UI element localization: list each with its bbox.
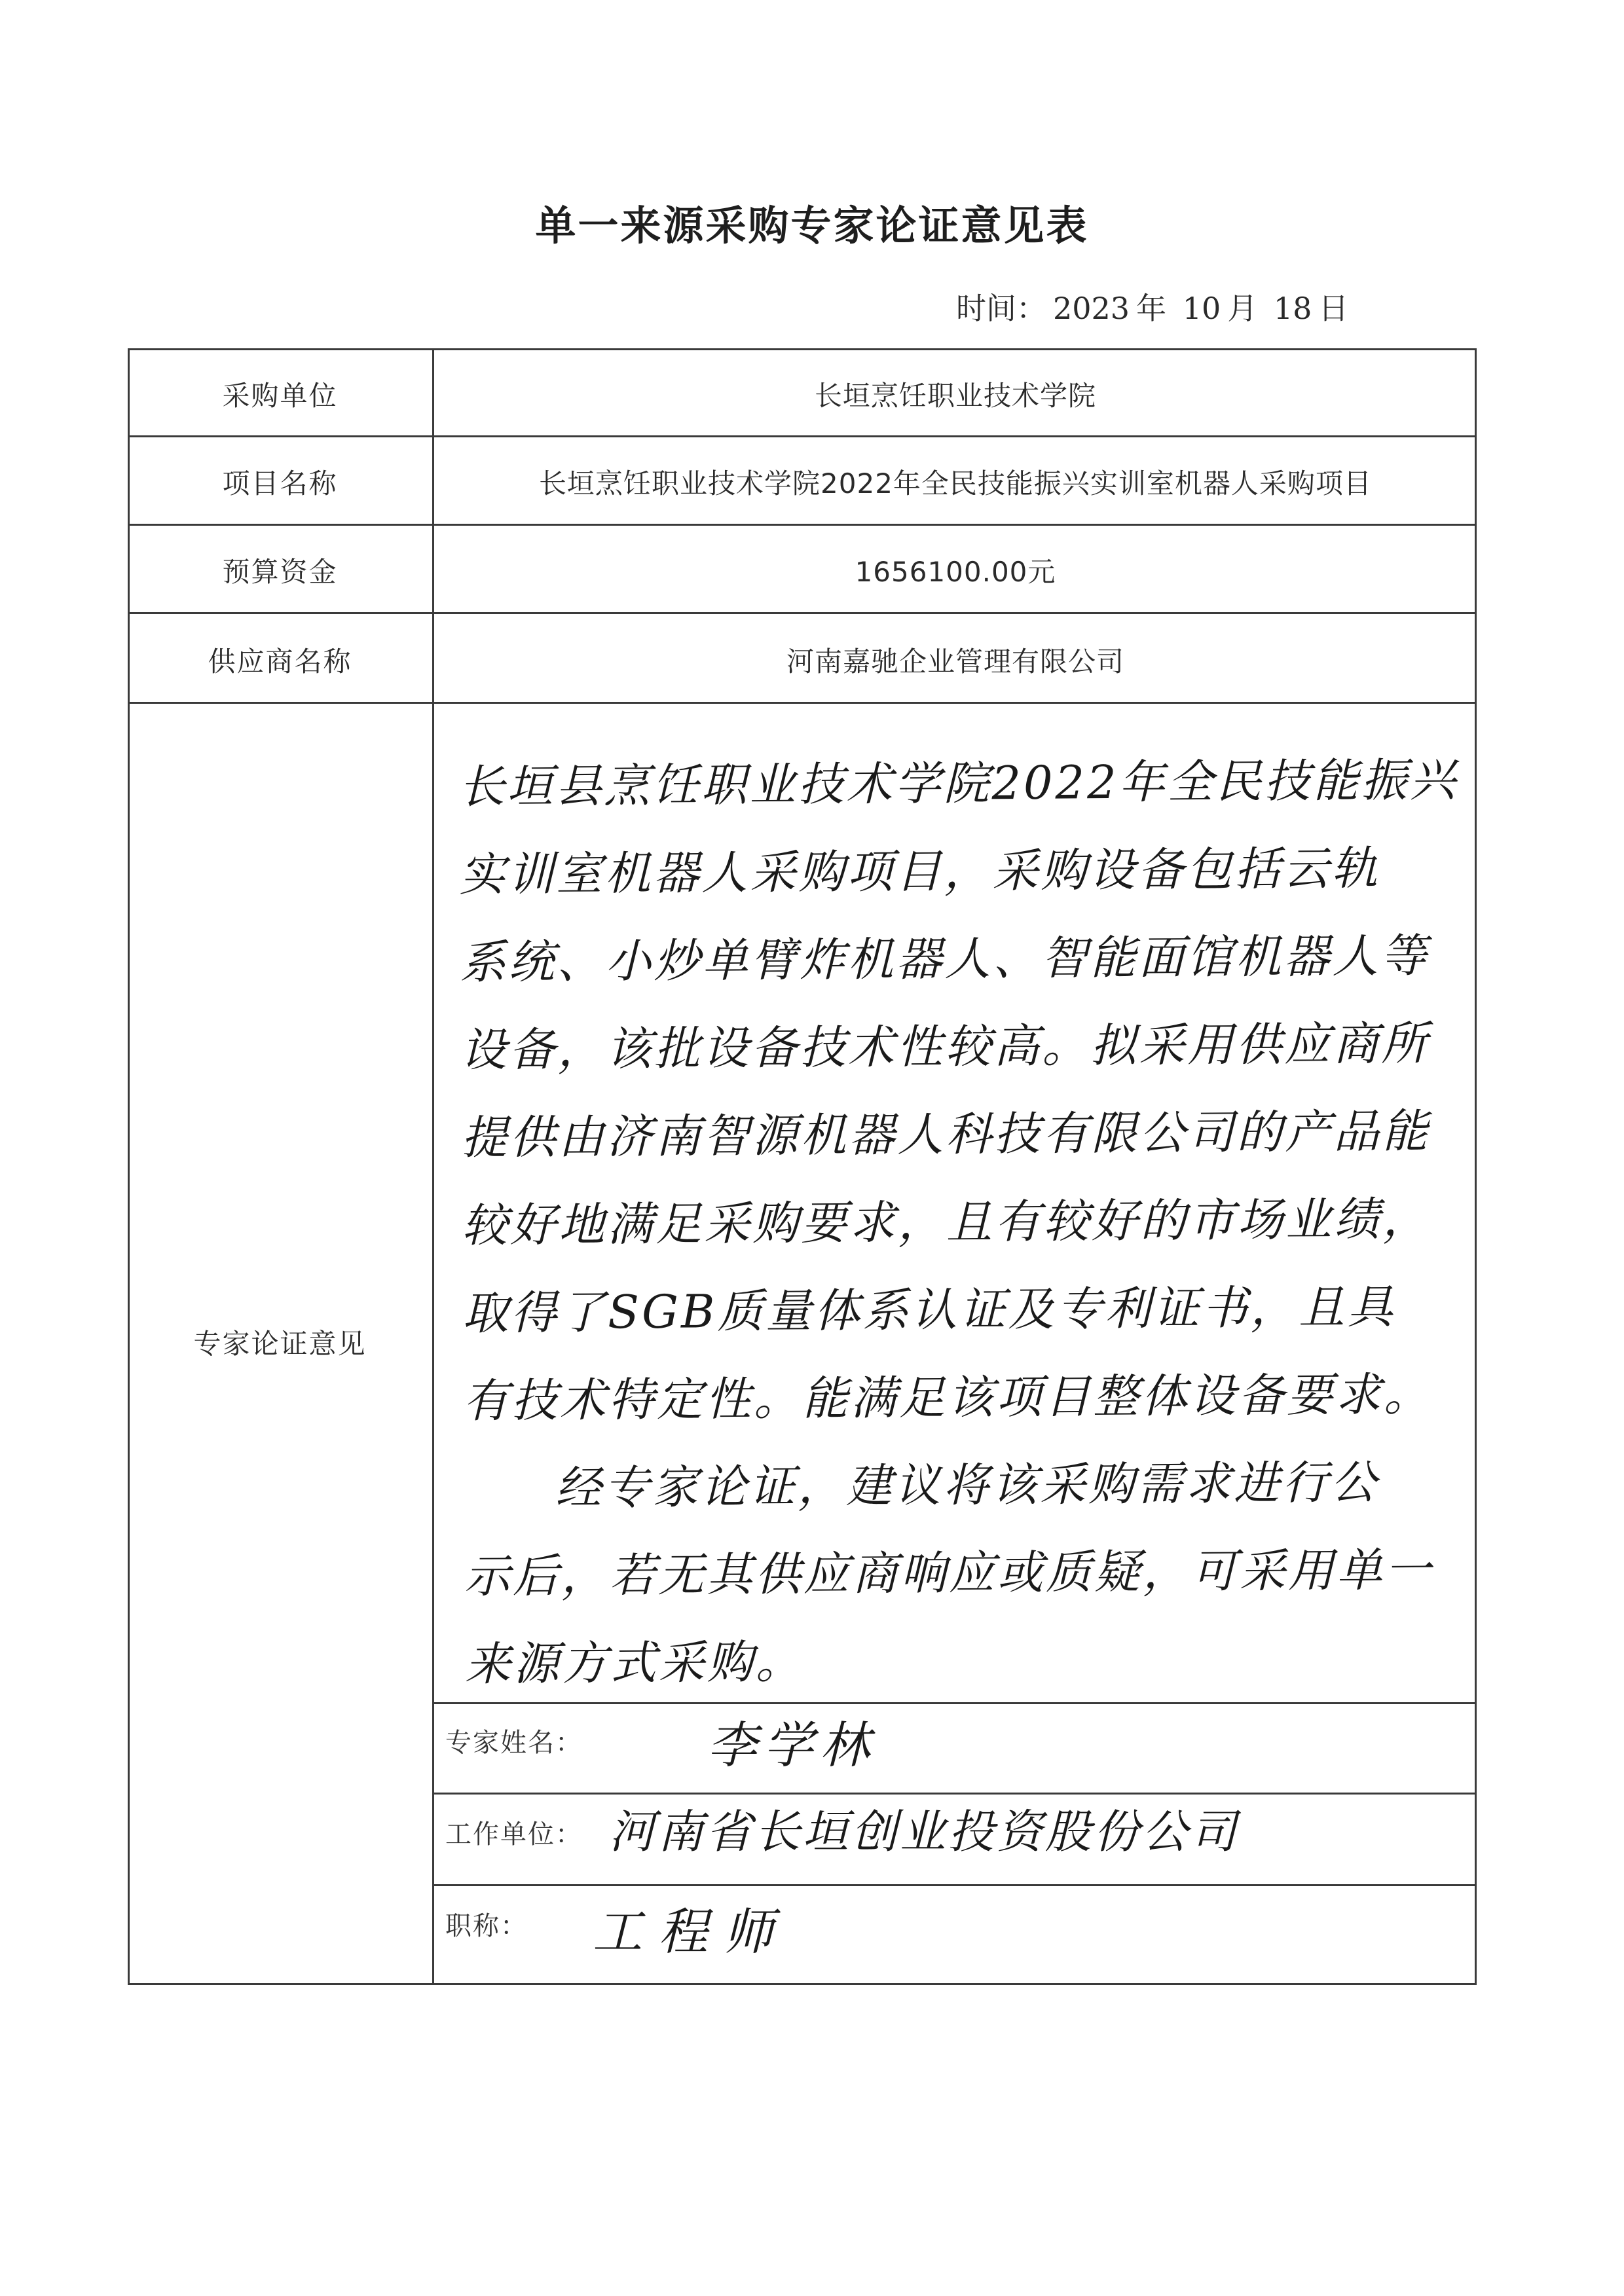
row-divider [128, 435, 1477, 437]
opinion-line: 实训室机器人采购项目，采购设备包括云轨 [459, 841, 1380, 902]
date-month: 10 [1182, 291, 1221, 326]
date-day: 18 [1273, 291, 1312, 326]
opinion-line: 经专家论证，建议将该采购需求进行公 [555, 1455, 1380, 1515]
opinion-line: 有技术特定性。能满足该项目整体设备要求。 [462, 1367, 1433, 1428]
date-year: 2023 [1053, 291, 1130, 326]
opinion-line: 长垣县烹饪职业技术学院2022年全民技能振兴 [458, 753, 1458, 814]
row-divider [432, 1793, 1477, 1795]
supplier-label: 供应商名称 [208, 646, 352, 678]
expert-opinion-handwriting [458, 736, 1473, 1708]
row-divider [432, 1884, 1477, 1886]
purchaser-value: 长垣烹饪职业技术学院 [814, 380, 1096, 412]
opinion-line: 提供由济南智源机器人科技有限公司的产品能 [460, 1104, 1431, 1165]
supplier-value: 河南嘉驰企业管理有限公司 [786, 646, 1124, 678]
professional-title-label: 职称： [445, 1911, 528, 1941]
opinion-line: 来源方式采购。 [464, 1635, 805, 1691]
work-unit-handwriting: 河南省长垣创业投资股份公司 [609, 1805, 1239, 1859]
opinion-line: 示后，若无其供应商响应或质疑，可采用单一 [464, 1542, 1434, 1603]
project-name-value: 长垣烹饪职业技术学院2022年全民技能振兴实训室机器人采购项目 [539, 467, 1372, 500]
expert-name-label: 专家姓名： [445, 1728, 583, 1758]
row-divider [128, 612, 1477, 614]
date-month-unit: 月 [1227, 291, 1258, 326]
opinion-line: 取得了SGB质量体系认证及专利证书，且具 [462, 1280, 1396, 1340]
expert-opinion-label: 专家论证意见 [193, 1328, 367, 1360]
budget-label: 预算资金 [222, 556, 338, 588]
opinion-line: 较好地满足采购要求，且有较好的市场业绩， [461, 1192, 1431, 1252]
work-unit-label: 工作单位： [445, 1819, 583, 1850]
budget-value: 1656100.00元 [855, 556, 1056, 588]
document-title: 单一来源采购专家论证意见表 [535, 202, 1089, 249]
date-label: 时间： [956, 291, 1046, 326]
row-divider [128, 702, 1477, 704]
project-name-label: 项目名称 [222, 467, 338, 500]
opinion-line: 系统、小炒单臂炸机器人、智能面馆机器人等 [460, 928, 1430, 989]
column-divider [432, 348, 434, 1985]
date-day-unit: 日 [1318, 291, 1349, 326]
expert-name-handwriting: 李学林 [707, 1716, 876, 1774]
document-date [956, 285, 1355, 328]
opinion-line: 设备，该批设备技术性较高。拟采用供应商所 [460, 1016, 1430, 1077]
professional-title-handwriting: 工程师 [593, 1903, 789, 1961]
date-year-unit: 年 [1136, 291, 1167, 326]
row-divider [128, 524, 1477, 526]
purchaser-label: 采购单位 [222, 380, 338, 412]
